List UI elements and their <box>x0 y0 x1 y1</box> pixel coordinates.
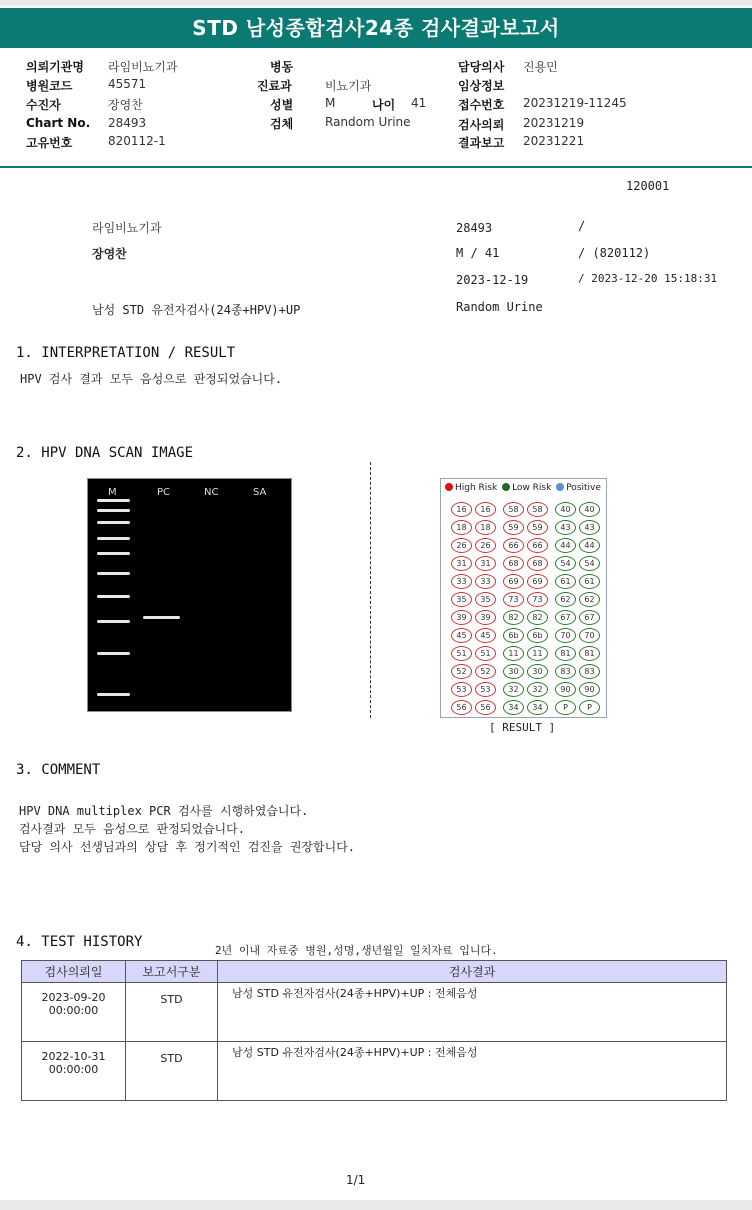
hpv-type-pill: 35 <box>475 592 496 607</box>
hpv-type-pill: 32 <box>527 682 548 697</box>
hpv-type-pill: 68 <box>503 556 524 571</box>
hpv-type-pill: 40 <box>579 502 600 517</box>
report-time: / 2023-12-20 15:18:31 <box>578 272 718 285</box>
patient-name: 장영찬 <box>92 247 127 261</box>
hpv-type-pill: 82 <box>503 610 524 625</box>
section-scan-image-title: 2. HPV DNA SCAN IMAGE <box>16 445 194 461</box>
history-date: 2022-10-31 <box>41 1050 106 1063</box>
hpv-type-pill: 33 <box>475 574 496 589</box>
marker-band <box>97 595 130 598</box>
history-note: 2년 이내 자료중 병원,성명,생년월일 일치자료 입니다. <box>215 944 498 957</box>
hpv-type-pill: 32 <box>503 682 524 697</box>
history-date-cell <box>22 983 126 1042</box>
hpv-type-pill: 62 <box>579 592 600 607</box>
header-value: 20231219 <box>523 116 585 130</box>
column-header: 보고서구분 <box>126 961 218 983</box>
header-label: 수진자 <box>26 98 61 112</box>
hpv-type-pill: 81 <box>555 646 576 661</box>
sex-age: M / 41 <box>456 246 500 260</box>
hpv-type-pill: 6b <box>527 628 548 643</box>
bottom-border <box>0 1200 752 1210</box>
marker-band <box>97 652 130 655</box>
header-label: 접수번호 <box>458 98 505 112</box>
header-value: 장영찬 <box>108 98 143 112</box>
header-value: 20231219-11245 <box>523 96 627 110</box>
hpv-type-pill: 30 <box>503 664 524 679</box>
hpv-type-pill: 53 <box>475 682 496 697</box>
header-value: 라임비뇨기과 <box>108 60 178 74</box>
lane-label: PC <box>157 487 171 498</box>
comment-line: HPV DNA multiplex PCR 검사를 시행하였습니다. <box>19 804 309 818</box>
hpv-type-pill: 18 <box>451 520 472 535</box>
marker-band <box>97 620 130 623</box>
section-comment-title: 3. COMMENT <box>16 762 101 778</box>
birth-date: / (820112) <box>578 246 651 260</box>
header-label: 담당의사 <box>458 60 505 74</box>
hpv-type-pill: 81 <box>579 646 600 661</box>
hpv-type-pill: 51 <box>451 646 472 661</box>
header-value: M <box>325 96 336 110</box>
history-date: 2023-09-20 <box>41 991 106 1004</box>
high-risk-dot-icon <box>445 483 453 491</box>
report-title: STD 남성종합검사24종 검사결과보고서 <box>192 16 560 40</box>
hpv-type-pill: 54 <box>579 556 600 571</box>
hpv-type-pill: 33 <box>451 574 472 589</box>
legend <box>445 483 601 493</box>
table-row <box>22 1042 727 1101</box>
pc-band <box>143 616 180 619</box>
hpv-type-pill: 62 <box>555 592 576 607</box>
hpv-type-pill: 68 <box>527 556 548 571</box>
hpv-type-pill: 39 <box>451 610 472 625</box>
request-date: 2023-12-19 <box>456 273 529 287</box>
header-label: 검사의뢰 <box>458 118 505 132</box>
history-result: 남성 STD 유전자검사(24종+HPV)+UP : 전체음성 <box>218 983 727 1042</box>
hpv-type-pill: 70 <box>579 628 600 643</box>
header-value: 45571 <box>108 77 147 91</box>
hpv-type-pill: 11 <box>503 646 524 661</box>
column-header: 검사결과 <box>218 961 727 983</box>
table-header-row <box>22 961 727 983</box>
hpv-genotype-panel <box>440 478 607 718</box>
hpv-type-pill: 56 <box>451 700 472 715</box>
hpv-type-pill: 67 <box>579 610 600 625</box>
hpv-type-pill: 70 <box>555 628 576 643</box>
doc-code: 120001 <box>626 179 670 193</box>
header-label: Chart No. <box>26 116 91 130</box>
hpv-type-pill: 59 <box>527 520 548 535</box>
marker-band <box>97 537 130 540</box>
hpv-type-pill: 52 <box>451 664 472 679</box>
header-label: 의뢰기관명 <box>26 60 84 74</box>
lane-label: SA <box>253 487 267 498</box>
header-label: 진료과 <box>257 79 292 93</box>
hpv-type-pill: 83 <box>555 664 576 679</box>
column-header: 검사의뢰일 <box>22 961 126 983</box>
gel-electrophoresis-image <box>87 478 292 712</box>
history-type: STD <box>126 983 218 1042</box>
hpv-type-pill: 52 <box>475 664 496 679</box>
hpv-type-pill: 59 <box>503 520 524 535</box>
marker-band <box>97 521 130 524</box>
hpv-type-pill: 90 <box>579 682 600 697</box>
history-time: 00:00:00 <box>48 1004 99 1017</box>
header-label: 나이 <box>372 98 396 112</box>
hpv-type-pill: 16 <box>475 502 496 517</box>
hpv-type-pill: 34 <box>527 700 548 715</box>
hpv-type-pill: 58 <box>503 502 524 517</box>
hpv-type-pill: 44 <box>579 538 600 553</box>
header-label: 병원코드 <box>26 79 73 93</box>
low-risk-dot-icon <box>502 483 510 491</box>
hpv-type-pill: 82 <box>527 610 548 625</box>
separator: / <box>578 219 586 233</box>
section-history-title: 4. TEST HISTORY <box>16 934 143 950</box>
header-value: 진용민 <box>523 60 558 74</box>
history-result: 남성 STD 유전자검사(24종+HPV)+UP : 전체음성 <box>218 1042 727 1101</box>
hpv-type-pill: 69 <box>503 574 524 589</box>
hpv-type-pill: 44 <box>555 538 576 553</box>
hpv-type-pill: 90 <box>555 682 576 697</box>
header-label: 성별 <box>270 98 294 112</box>
marker-band <box>97 552 130 555</box>
hpv-type-pill: 39 <box>475 610 496 625</box>
header-label: 결과보고 <box>458 136 505 150</box>
divider-dashed <box>370 462 371 718</box>
hpv-type-pill: 26 <box>475 538 496 553</box>
legend-low-risk: Low Risk <box>512 483 552 493</box>
lane-label: M <box>108 487 117 498</box>
test-name: 남성 STD 유전자검사(24종+HPV)+UP <box>92 303 301 317</box>
hpv-type-pill: 31 <box>475 556 496 571</box>
hpv-type-pill: 53 <box>451 682 472 697</box>
hpv-type-pill: 30 <box>527 664 548 679</box>
hpv-type-pill: 66 <box>527 538 548 553</box>
header-label: 고유번호 <box>26 136 73 150</box>
hpv-type-pill: 61 <box>579 574 600 589</box>
hpv-type-pill: 31 <box>451 556 472 571</box>
result-label: [ RESULT ] <box>489 721 556 734</box>
lane-label: NC <box>204 487 219 498</box>
legend-positive: Positive <box>566 483 601 493</box>
table-row <box>22 983 727 1042</box>
top-border <box>0 0 752 6</box>
hpv-type-pill: 43 <box>555 520 576 535</box>
hpv-type-pill: 18 <box>475 520 496 535</box>
hpv-type-pill: 26 <box>451 538 472 553</box>
hpv-type-pill: 67 <box>555 610 576 625</box>
header-value: 28493 <box>108 116 147 130</box>
hpv-type-pill: 34 <box>503 700 524 715</box>
hpv-type-pill: 6b <box>503 628 524 643</box>
hpv-type-pill: 54 <box>555 556 576 571</box>
hpv-type-pill: 66 <box>503 538 524 553</box>
history-table <box>21 960 727 1101</box>
header-value: 820112-1 <box>108 134 166 148</box>
chart-number: 28493 <box>456 221 493 235</box>
section-interpretation-title: 1. INTERPRETATION / RESULT <box>16 345 236 361</box>
header-label: 검체 <box>270 117 294 131</box>
hpv-type-pill: 45 <box>451 628 472 643</box>
marker-band <box>97 572 130 575</box>
hpv-type-pill: 61 <box>555 574 576 589</box>
legend-high-risk: High Risk <box>455 483 498 493</box>
header-divider <box>0 166 752 168</box>
hpv-type-pill: 56 <box>475 700 496 715</box>
hpv-type-pill: 35 <box>451 592 472 607</box>
header-value: Random Urine <box>325 115 411 129</box>
marker-band <box>97 693 130 696</box>
hpv-type-pill: 45 <box>475 628 496 643</box>
interpretation-text: HPV 검사 결과 모두 음성으로 판정되었습니다. <box>20 372 283 386</box>
hpv-type-pill: 11 <box>527 646 548 661</box>
hpv-type-pill: 58 <box>527 502 548 517</box>
hpv-type-pill: 69 <box>527 574 548 589</box>
marker-band <box>97 509 130 512</box>
hpv-type-pill: 51 <box>475 646 496 661</box>
header-label: 병동 <box>270 60 294 74</box>
hpv-type-pill: 16 <box>451 502 472 517</box>
hpv-type-pill: 43 <box>579 520 600 535</box>
specimen: Random Urine <box>456 300 543 314</box>
hpv-type-pill: P <box>579 700 600 715</box>
hpv-type-pill: 73 <box>527 592 548 607</box>
marker-band <box>97 499 130 502</box>
header-value: 20231221 <box>523 134 585 148</box>
history-time: 00:00:00 <box>48 1063 99 1076</box>
header-value: 비뇨기과 <box>325 79 372 93</box>
positive-dot-icon <box>556 483 564 491</box>
hpv-type-pill: P <box>555 700 576 715</box>
page-number: 1/1 <box>346 1173 366 1187</box>
comment-line: 검사결과 모두 음성으로 판정되었습니다. <box>19 822 245 836</box>
header-value: 41 <box>411 96 427 110</box>
hpv-type-pill: 73 <box>503 592 524 607</box>
history-date-cell <box>22 1042 126 1101</box>
history-type: STD <box>126 1042 218 1101</box>
comment-line: 담당 의사 선생님과의 상담 후 정기적인 검진을 권장합니다. <box>19 840 356 854</box>
header-label: 임상정보 <box>458 79 505 93</box>
hospital-name: 라임비뇨기과 <box>92 221 162 235</box>
hpv-type-pill: 83 <box>579 664 600 679</box>
hpv-type-pill: 40 <box>555 502 576 517</box>
